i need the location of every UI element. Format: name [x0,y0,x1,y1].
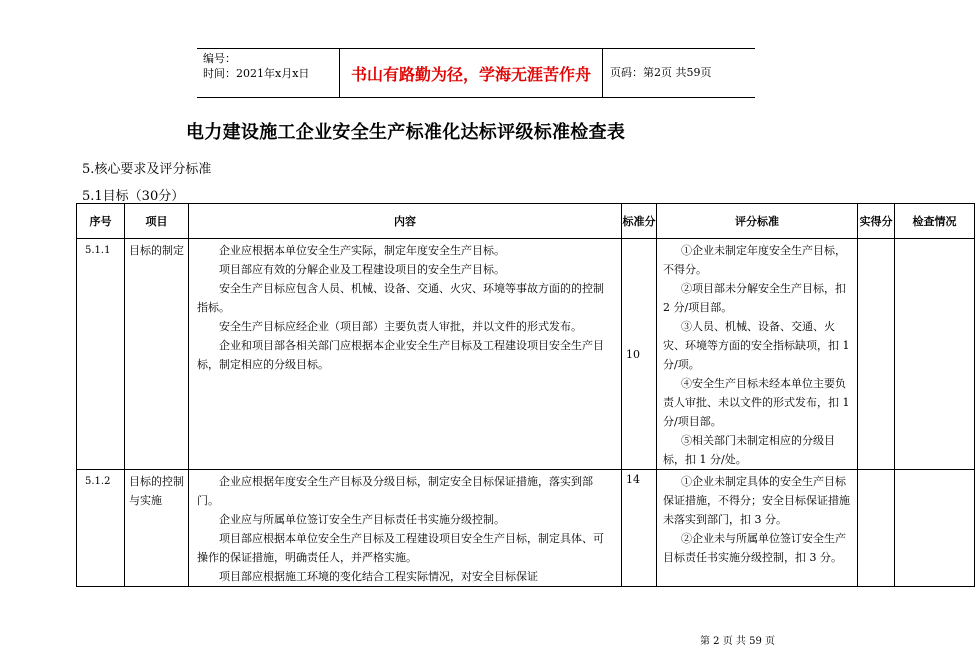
row-content [189,470,622,587]
header-criteria: 评分标准 [657,204,858,239]
table-row [77,239,975,470]
criteria-line: ④安全生产目标未经本单位主要负责人审批、未以文件的形式发布，扣 1 分/项目部。 [663,377,850,428]
check-table [76,203,975,587]
content-line: 安全生产目标应经企业（项目部）主要负责人审批，并以文件的形式发布。 [219,320,582,333]
header-meta [197,49,337,99]
content-line: 企业应与所属单位签订安全生产目标责任书实施分级控制。 [219,513,505,526]
content-line: 项目部应有效的分解企业及工程建设项目的安全生产目标。 [219,263,505,276]
document-title: 电力建设施工企业安全生产标准化达标评级标准检查表 [186,122,626,143]
page-footer: 第 2 页 共 59 页 [700,636,775,647]
criteria-line: ⑤相关部门未制定相应的分级目标，扣 1 分/处。 [663,434,835,466]
criteria-line: ③人员、机械、设备、交通、火灾、环境等方面的安全指标缺项，扣 1 分/项。 [663,320,850,371]
row-content [189,239,622,470]
header-actual-score: 实得分 [858,204,895,239]
header-check: 检查情况 [895,204,975,239]
content-line: 企业应根据年度安全生产目标及分级目标，制定安全目标保证措施，落实到部门。 [197,475,593,507]
row-check [895,470,975,587]
row-item: 目标的控制与实施 [125,470,189,587]
content-line: 企业和项目部各相关部门应根据本企业安全生产目标及工程建设项目安全生产目标，制定相应的分级目标。 [197,339,604,371]
criteria-line: ②企业未与所属单位签订安全生产目标责任书实施分级控制，扣 3 分。 [663,532,846,564]
row-score: 14 [622,470,657,587]
criteria-line: ①企业未制定具体的安全生产目标保证措施，不得分；安全目标保证措施未落实到部门，扣 3 分。 [663,475,850,526]
content-line: 安全生产目标应包含人员、机械、设备、交通、火灾、环境等事故方面的的控制指标。 [197,282,604,314]
header-no: 序号 [77,204,125,239]
section-heading: 5.核心要求及评分标准 [82,162,212,177]
row-score: 10 [622,239,657,470]
header-motto: 书山有路勤为径，学海无涯苦作舟 [339,49,603,97]
criteria-line: ①企业未制定年度安全生产目标，不得分。 [663,244,846,276]
row-actual-score [858,239,895,470]
row-no: 5.1.2 [77,470,125,587]
code-label: 编号： [203,52,236,65]
row-actual-score [858,470,895,587]
header-content: 内容 [189,204,622,239]
time-label: 时间：2021年x月x日 [203,67,310,80]
row-criteria [657,239,858,470]
header-std-score: 标准分 [622,204,657,239]
header-page-number: 页码：第2页 共59页 [610,66,712,79]
row-criteria [657,470,858,587]
criteria-line: ②项目部未分解安全生产目标，扣 2 分/项目部。 [663,282,846,314]
content-line: 项目部应根据本单位安全生产目标及工程建设项目安全生产目标，制定具体、可操作的保证措施，明确责任人，并严格实施。 [197,532,604,564]
row-item: 目标的制定 [125,239,189,470]
header-item: 项目 [125,204,189,239]
row-check [895,239,975,470]
subsection-heading: 5.1目标（30分） [82,189,185,204]
table-row [77,470,975,587]
content-line: 企业应根据本单位安全生产实际，制定年度安全生产目标。 [219,244,505,257]
content-line: 项目部应根据施工环境的变化结合工程实际情况，对安全目标保证 [219,570,538,583]
row-no: 5.1.1 [77,239,125,470]
